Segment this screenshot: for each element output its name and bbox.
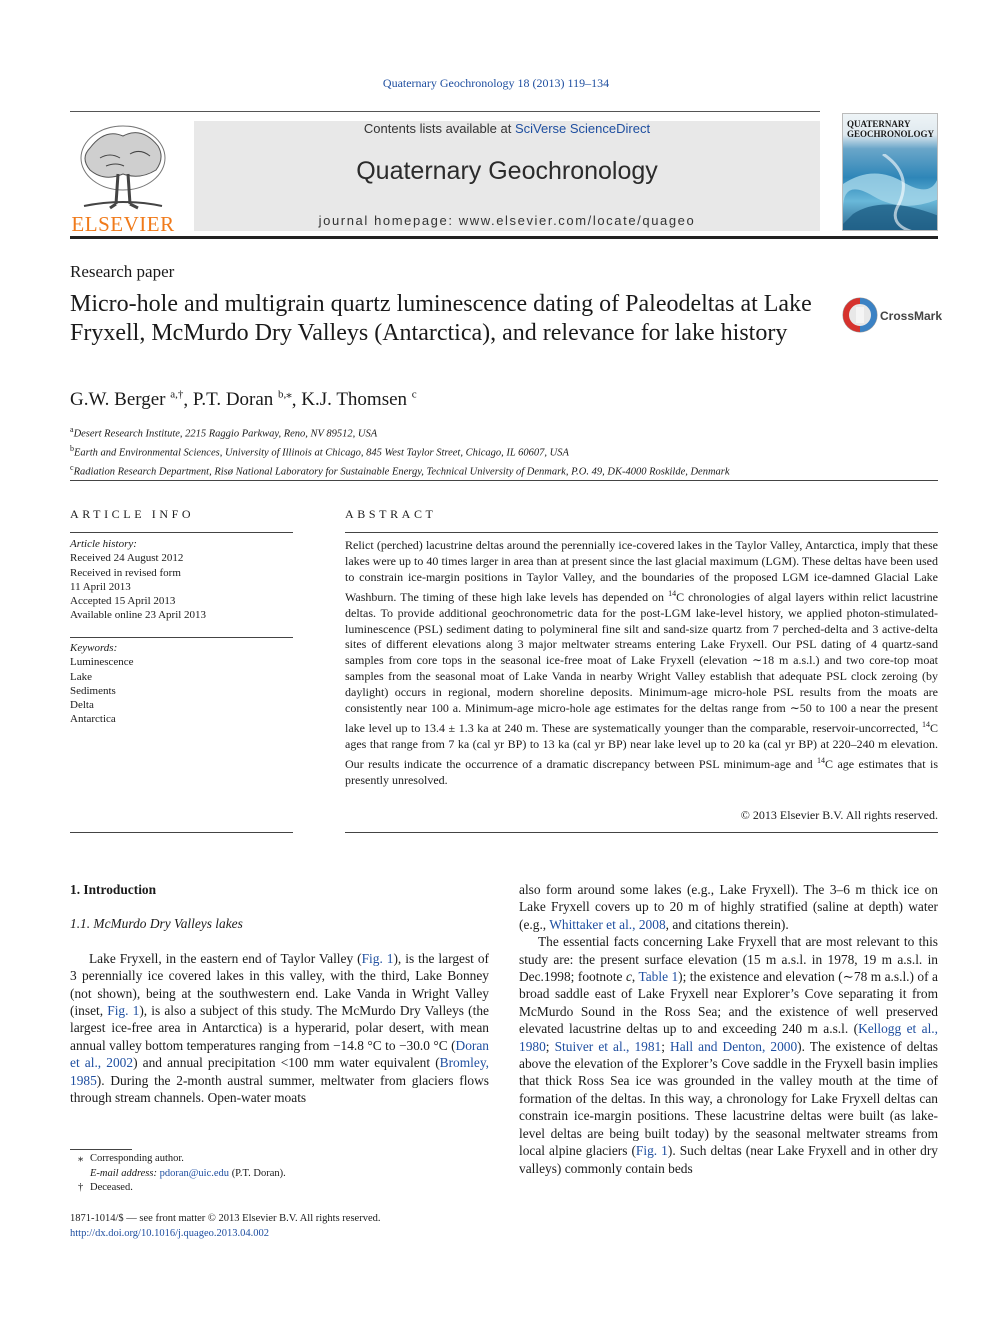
- footnote-email: E-mail address: pdoran@uic.edu (P.T. Doran).: [90, 1167, 286, 1179]
- journal-cover-image[interactable]: [842, 113, 938, 231]
- article-info-heading: ARTICLE INFO: [70, 507, 195, 521]
- citation-link[interactable]: Whittaker et al., 2008: [549, 916, 666, 932]
- divider: [70, 532, 293, 533]
- keyword: Sediments: [70, 684, 116, 697]
- divider: [70, 832, 293, 833]
- author-list: G.W. Berger $^{a,\dagger}$, P.T. Doran $^{b,⁎}$, K.J. Thomsen $^c$: [70, 389, 417, 411]
- body-left-column: [70, 881, 489, 1106]
- crossmark-label: CrossMark: [880, 309, 943, 323]
- divider: [70, 637, 293, 638]
- journal-title: Quaternary Geochronology: [356, 157, 658, 185]
- figure-link[interactable]: Fig. 1: [107, 1003, 140, 1019]
- affiliation: $^a$Desert Research Institute, 2215 Raggio Parkway, Reno, NV 89512, USA: [70, 425, 378, 440]
- sciencedirect-link[interactable]: SciVerse ScienceDirect: [514, 121, 651, 136]
- keyword: Lake: [70, 670, 92, 683]
- paragraph: also form around some lakes (e.g., Lake Fryxell). The 3–6 m thick ice on Lake Fryxell covers up to 20 m of highly stratified (saline at depth) water (e.g., Whittaker et al., 2008, and citations therein).: [519, 882, 938, 932]
- author[interactable]: G.W. Berger $^{a,\dagger}$: [70, 389, 184, 411]
- contents-prefix: Contents lists available at: [363, 121, 515, 136]
- publisher-logo-text: ELSEVIER: [71, 212, 175, 236]
- affiliations: [70, 423, 940, 480]
- article-title: Micro-hole and multigrain quartz luminescence dating of Paleodeltas at Lake Fryxell, McMurdo Dry Valleys (Antarctica), and relevance for lake history: [70, 291, 812, 346]
- figure-link[interactable]: Fig. 1: [635, 1143, 668, 1159]
- footnote: ⁎ Corresponding author.: [78, 1153, 184, 1164]
- keyword: Luminescence: [70, 656, 134, 669]
- article-history: Article history: Received 24 August 2012 Received in revised form 11 April 2013 Accepted 15 April 2013 Available online 23 April 2013: [70, 538, 207, 622]
- subsection-heading: 1.1. McMurdo Dry Valleys lakes: [70, 916, 243, 932]
- divider: [345, 532, 938, 533]
- journal-homepage[interactable]: journal homepage: www.elsevier.com/locate/quageo: [318, 213, 696, 228]
- footnote-rule: [70, 1149, 132, 1150]
- author[interactable]: K.J. Thomsen $^c$: [301, 389, 417, 411]
- crossmark-icon: [841, 296, 879, 334]
- header-rule: [70, 111, 820, 112]
- figure-link[interactable]: Fig. 1: [361, 950, 394, 966]
- header-thick-rule: [70, 236, 938, 239]
- citation-link[interactable]: Hall and Denton, 2000: [670, 1038, 798, 1054]
- abstract-heading: ABSTRACT: [345, 507, 437, 521]
- footnote: † Deceased.: [78, 1182, 133, 1193]
- divider: [70, 480, 938, 481]
- abstract-text: Relict (perched) lacustrine deltas around the perennially ice-covered lakes in the Taylor Valley, Antarctica, imply that these lakes were up to 40 times larger in area than at present since the last glacial maximum (LGM). These deltas have been used to constrain ice-margin positions in Taylor Valley, and the boundaries of the proposed LGM ice-damned Glacial Lake Washburn. The timing of these high lake levels has depended on $^{14}$C chronologies of algal layers within relict lacustrine deltas. To provide additional geochronometric data for the post-LGM lake-level history, we applied photon-stimulated-luminescence (PSL) sediment dating to polymineral fine silt and sand-size quartz from 7 perched-delta and 3 active-delta sites of different elevations along 3 major meltwater streams entering Lake Fryxell. Our PSL dating of 4 quartz-sand samples from core tops in the seasonal ice-free moat of Lake Fryxell (elevation ∼18 m a.s.l.) and two core-top moat samples from the seasonal moat of Lake Vanda in nearby Wright Valley establish that adequate PSL clock zeroing (by daylight) occurs in regional, modern shoreline deposits. Minimum-age micro-hole PSL results from the moats are consistently near 100 a. Minimum-age micro-hole age estimates for the deltas range from ∼50 to 100 a near the present lake level up to 13.4 ± 1.3 ka at 240 m. These are systematically younger than the comparable, reservoir-uncorrected, $^{14}$C ages that range from 7 ka (cal yr BP) to 13 ka (cal yr BP) near lake level up to 20 ka (cal yr BP) at 220–240 m elevation. Our results indicate the occurrence of a dramatic discrepancy between PSL minimum-age and $^{14}$C age estimates that is presently unresolved.: [345, 538, 938, 787]
- contents-line: [194, 121, 820, 136]
- doi-link[interactable]: http://dx.doi.org/10.1016/j.quageo.2013.04.002: [70, 1227, 270, 1239]
- section-heading: 1. Introduction: [70, 882, 157, 897]
- citation-link[interactable]: Stuiver et al., 1981: [554, 1038, 662, 1054]
- paragraph: The essential facts concerning Lake Fryxell that are most relevant to this study are: the present surface elevation (15 m a.s.l. in 1978, 19 m a.s.l. in Dec.1998; footnote c, Table 1); the existence and elevation (∼78 m a.s.l.) of a broad saddle east of Lake Fryxell near Explorer’s Cove separating it from McMurdo Sound in the Ross Sea; and the existence of well preserved elevated lacustrine deltas up to and exceeding 240 m a.s.l. (Kellogg et al., 1980; Stuiver et al., 1981; Hall and Denton, 2000). The existence of deltas above the elevation of the Explorer’s Cove saddle in the Fryxell basin implies that thick Ross Sea ice was grounded in the valley mouth at the time of formation of the deltas. In this way, a chronology for Lake Fryxell deltas can constrain ice-margin positions. These lacustrine deltas were built (as lake-level deltas are being built today) by the seasonal meltwater streams from local alpine glaciers (Fig. 1). Such deltas (near Lake Fryxell and in other dry valleys) commonly contain beds: [519, 934, 939, 1176]
- email-link[interactable]: pdoran@uic.edu: [159, 1167, 230, 1179]
- table-link[interactable]: Table 1: [638, 969, 679, 985]
- bottom-info: [70, 1212, 490, 1241]
- citation-link[interactable]: Kellogg et al., 1980: [519, 1021, 938, 1054]
- issn-line: 1871-1014/$ — see front matter © 2013 Elsevier B.V. All rights reserved.: [70, 1213, 381, 1224]
- paragraph: Lake Fryxell, in the eastern end of Taylor Valley (Fig. 1), is the largest of 3 perennially ice covered lakes in this valley, with the third, Lake Bonney (not shown), being at the southwestern end. Lake Vanda in Wright Valley (inset, Fig. 1), is also a subject of this study. The McMurdo Dry Valleys (the largest ice-free area in Antarctica) is a hyperarid, polar desert, with mean annual valley bottom temperatures ranging from −14.8 °C to −30.0 °C (Doran et al., 2002) and annual precipitation <100 mm water equivalent (Bromley, 1985). During the 2-month austral summer, meltwater from glaciers flows through stream channels. Open-water moats: [70, 950, 490, 1106]
- divider: [345, 832, 938, 833]
- keywords: Keywords: Luminescence Lake Sediments Delta Antarctica: [70, 641, 293, 727]
- affiliation: $^b$Earth and Environmental Sciences, University of Illinois at Chicago, 845 West Taylor Street, Chicago, IL 60607, USA: [70, 444, 569, 459]
- keyword: Antarctica: [70, 713, 116, 726]
- cover-title: QUATERNARY GEOCHRONOLOGY: [847, 119, 935, 139]
- citation-link[interactable]: Doran et al., 2002: [70, 1037, 489, 1071]
- citation-link[interactable]: Bromley, 1985: [70, 1055, 489, 1088]
- journal-reference[interactable]: Quaternary Geochronology 18 (2013) 119–134: [382, 76, 610, 90]
- cover-art-icon: [843, 154, 938, 231]
- author[interactable]: P.T. Doran $^{b,⁎}$: [192, 389, 292, 411]
- affiliation: $^c$Radiation Research Department, Risø National Laboratory for Sustainable Energy, Technical University of Denmark, P.O. 49, DK-4000 Roskilde, Denmark: [70, 463, 730, 478]
- article-type: Research paper: [70, 262, 175, 281]
- footnotes: [70, 1152, 490, 1196]
- copyright: © 2013 Elsevier B.V. All rights reserved.: [740, 808, 938, 822]
- body-right-column: [519, 881, 938, 1177]
- keyword: Delta: [70, 699, 94, 712]
